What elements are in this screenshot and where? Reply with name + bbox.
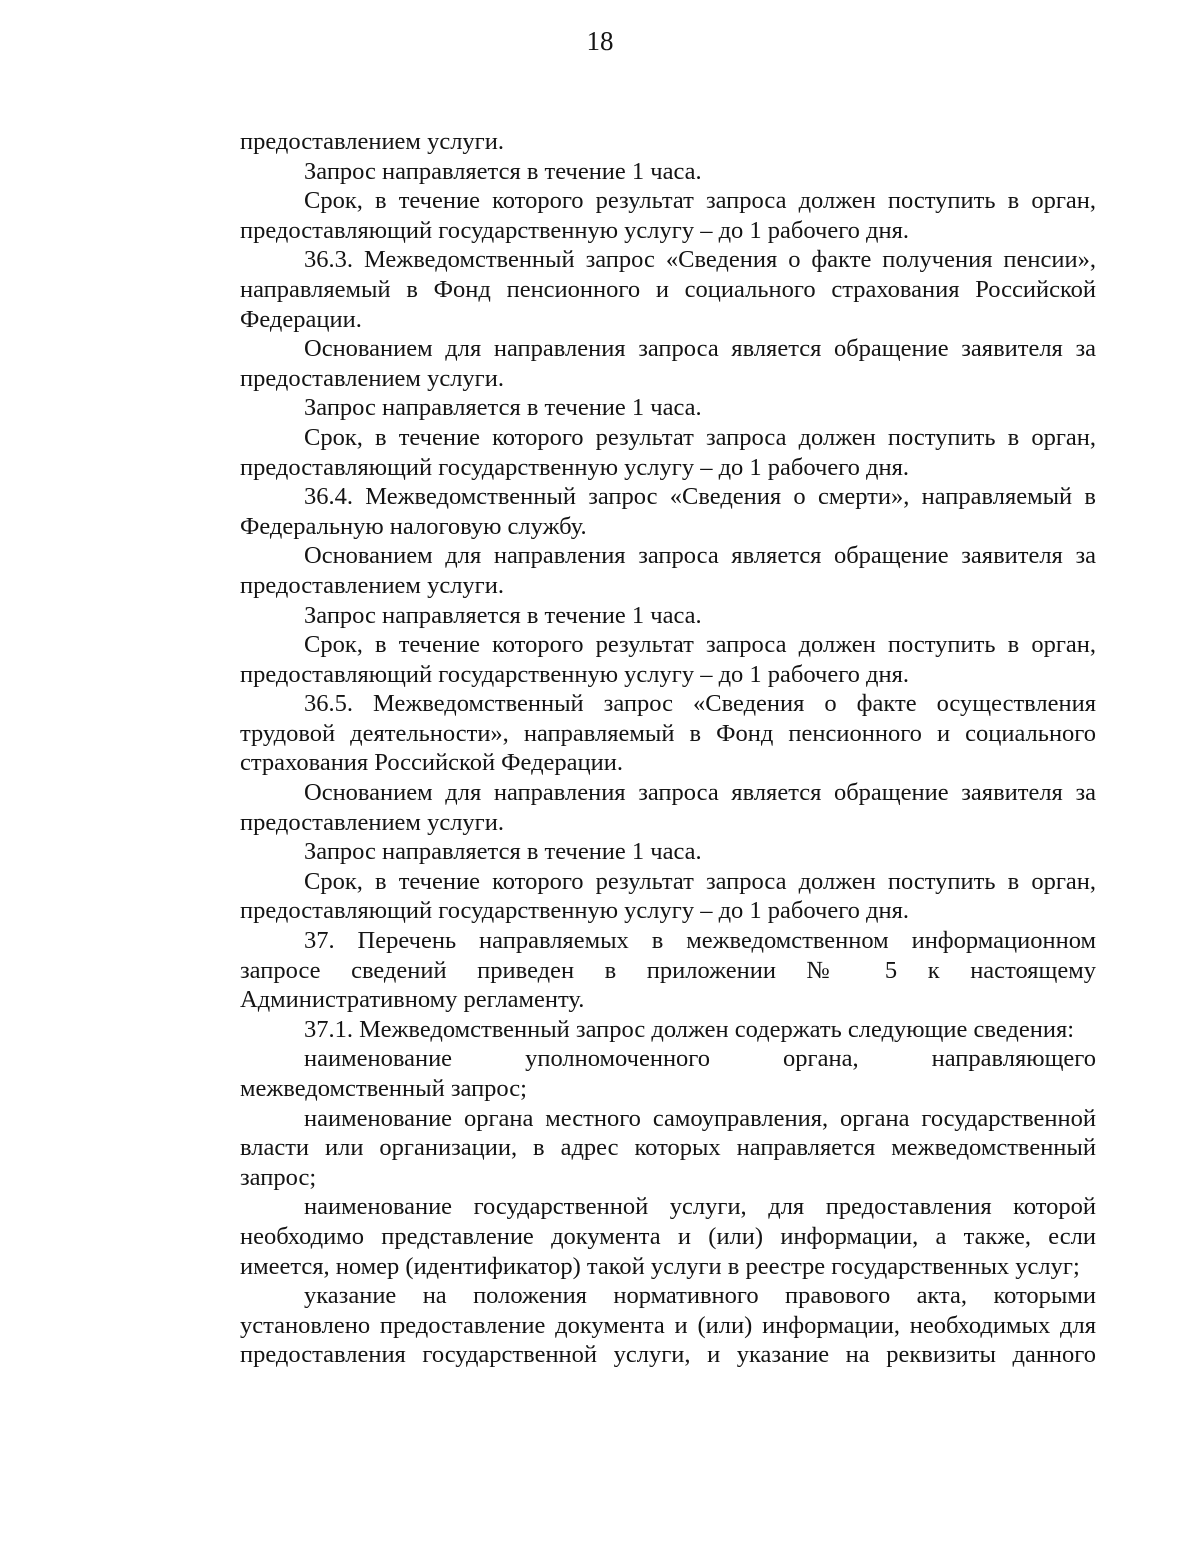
- list-item-legal-act: указание на положения нормативного правового акта, которыми установлено предоставление документа и (или) информации, необходимых для предоставления государственной услуги, и указание на реквизиты данного: [240, 1282, 1096, 1369]
- paragraph-37-1: 37.1. Межведомственный запрос должен содержать следующие сведения:: [304, 1015, 1075, 1043]
- paragraph-request-timing: Запрос направляется в течение 1 часа.: [304, 601, 702, 629]
- paragraph-request-timing: Запрос направляется в течение 1 часа.: [304, 394, 702, 422]
- paragraph-request-basis: Основанием для направления запроса является обращение заявителя за предоставлением услуги.: [240, 542, 1096, 599]
- page-number: 18: [586, 26, 614, 56]
- list-item-addressee-body: наименование органа местного самоуправления, органа государственной власти или организации, в адрес которых направляется межведомственный запрос;: [240, 1104, 1096, 1191]
- paragraph-request-timing: Запрос направляется в течение 1 часа.: [304, 157, 702, 185]
- paragraph-response-deadline: Срок, в течение которого результат запроса должен поступить в орган, предоставляющий государственную услугу – до 1 рабочего дня.: [240, 187, 1096, 244]
- list-item-service-name: наименование государственной услуги, для предоставления которой необходимо представление документа и (или) информации, а также, если имеется, номер (идентификатор) такой услуги в реестре государственных услуг;: [240, 1193, 1096, 1280]
- paragraph-request-basis: Основанием для направления запроса является обращение заявителя за предоставлением услуги.: [240, 779, 1096, 836]
- paragraph-response-deadline: Срок, в течение которого результат запроса должен поступить в орган, предоставляющий государственную услугу – до 1 рабочего дня.: [240, 867, 1096, 925]
- paragraph-request-timing: Запрос направляется в течение 1 часа.: [304, 838, 702, 866]
- paragraph-36-5: 36.5. Межведомственный запрос «Сведения о факте осуществления трудовой деятельности», направляемый в Фонд пенсионного и социального страхования Российской Федерации.: [240, 690, 1096, 777]
- paragraph-37: 37. Перечень направляемых в межведомственном информационном запросе сведений приведен в приложении № 5 к настоящему Административному регламенту.: [240, 927, 1096, 1014]
- paragraph-request-basis: Основанием для направления запроса является обращение заявителя за предоставлением услуги.: [240, 335, 1096, 392]
- document-body: [240, 127, 1096, 1370]
- paragraph-36-3: 36.3. Межведомственный запрос «Сведения о факте получения пенсии», направляемый в Фонд пенсионного и социального страхования Российской Федерации.: [240, 246, 1096, 333]
- list-item-requesting-body: наименование уполномоченного органа, направляющего межведомственный запрос;: [240, 1045, 1096, 1102]
- paragraph-continuation: предоставлением услуги.: [240, 128, 504, 155]
- paragraph-response-deadline: Срок, в течение которого результат запроса должен поступить в орган, предоставляющий государственную услугу – до 1 рабочего дня.: [240, 423, 1096, 481]
- paragraph-36-4: 36.4. Межведомственный запрос «Сведения о смерти», направляемый в Федеральную налоговую службу.: [240, 483, 1096, 540]
- paragraph-response-deadline: Срок, в течение которого результат запроса должен поступить в орган, предоставляющий государственную услугу – до 1 рабочего дня.: [240, 631, 1096, 688]
